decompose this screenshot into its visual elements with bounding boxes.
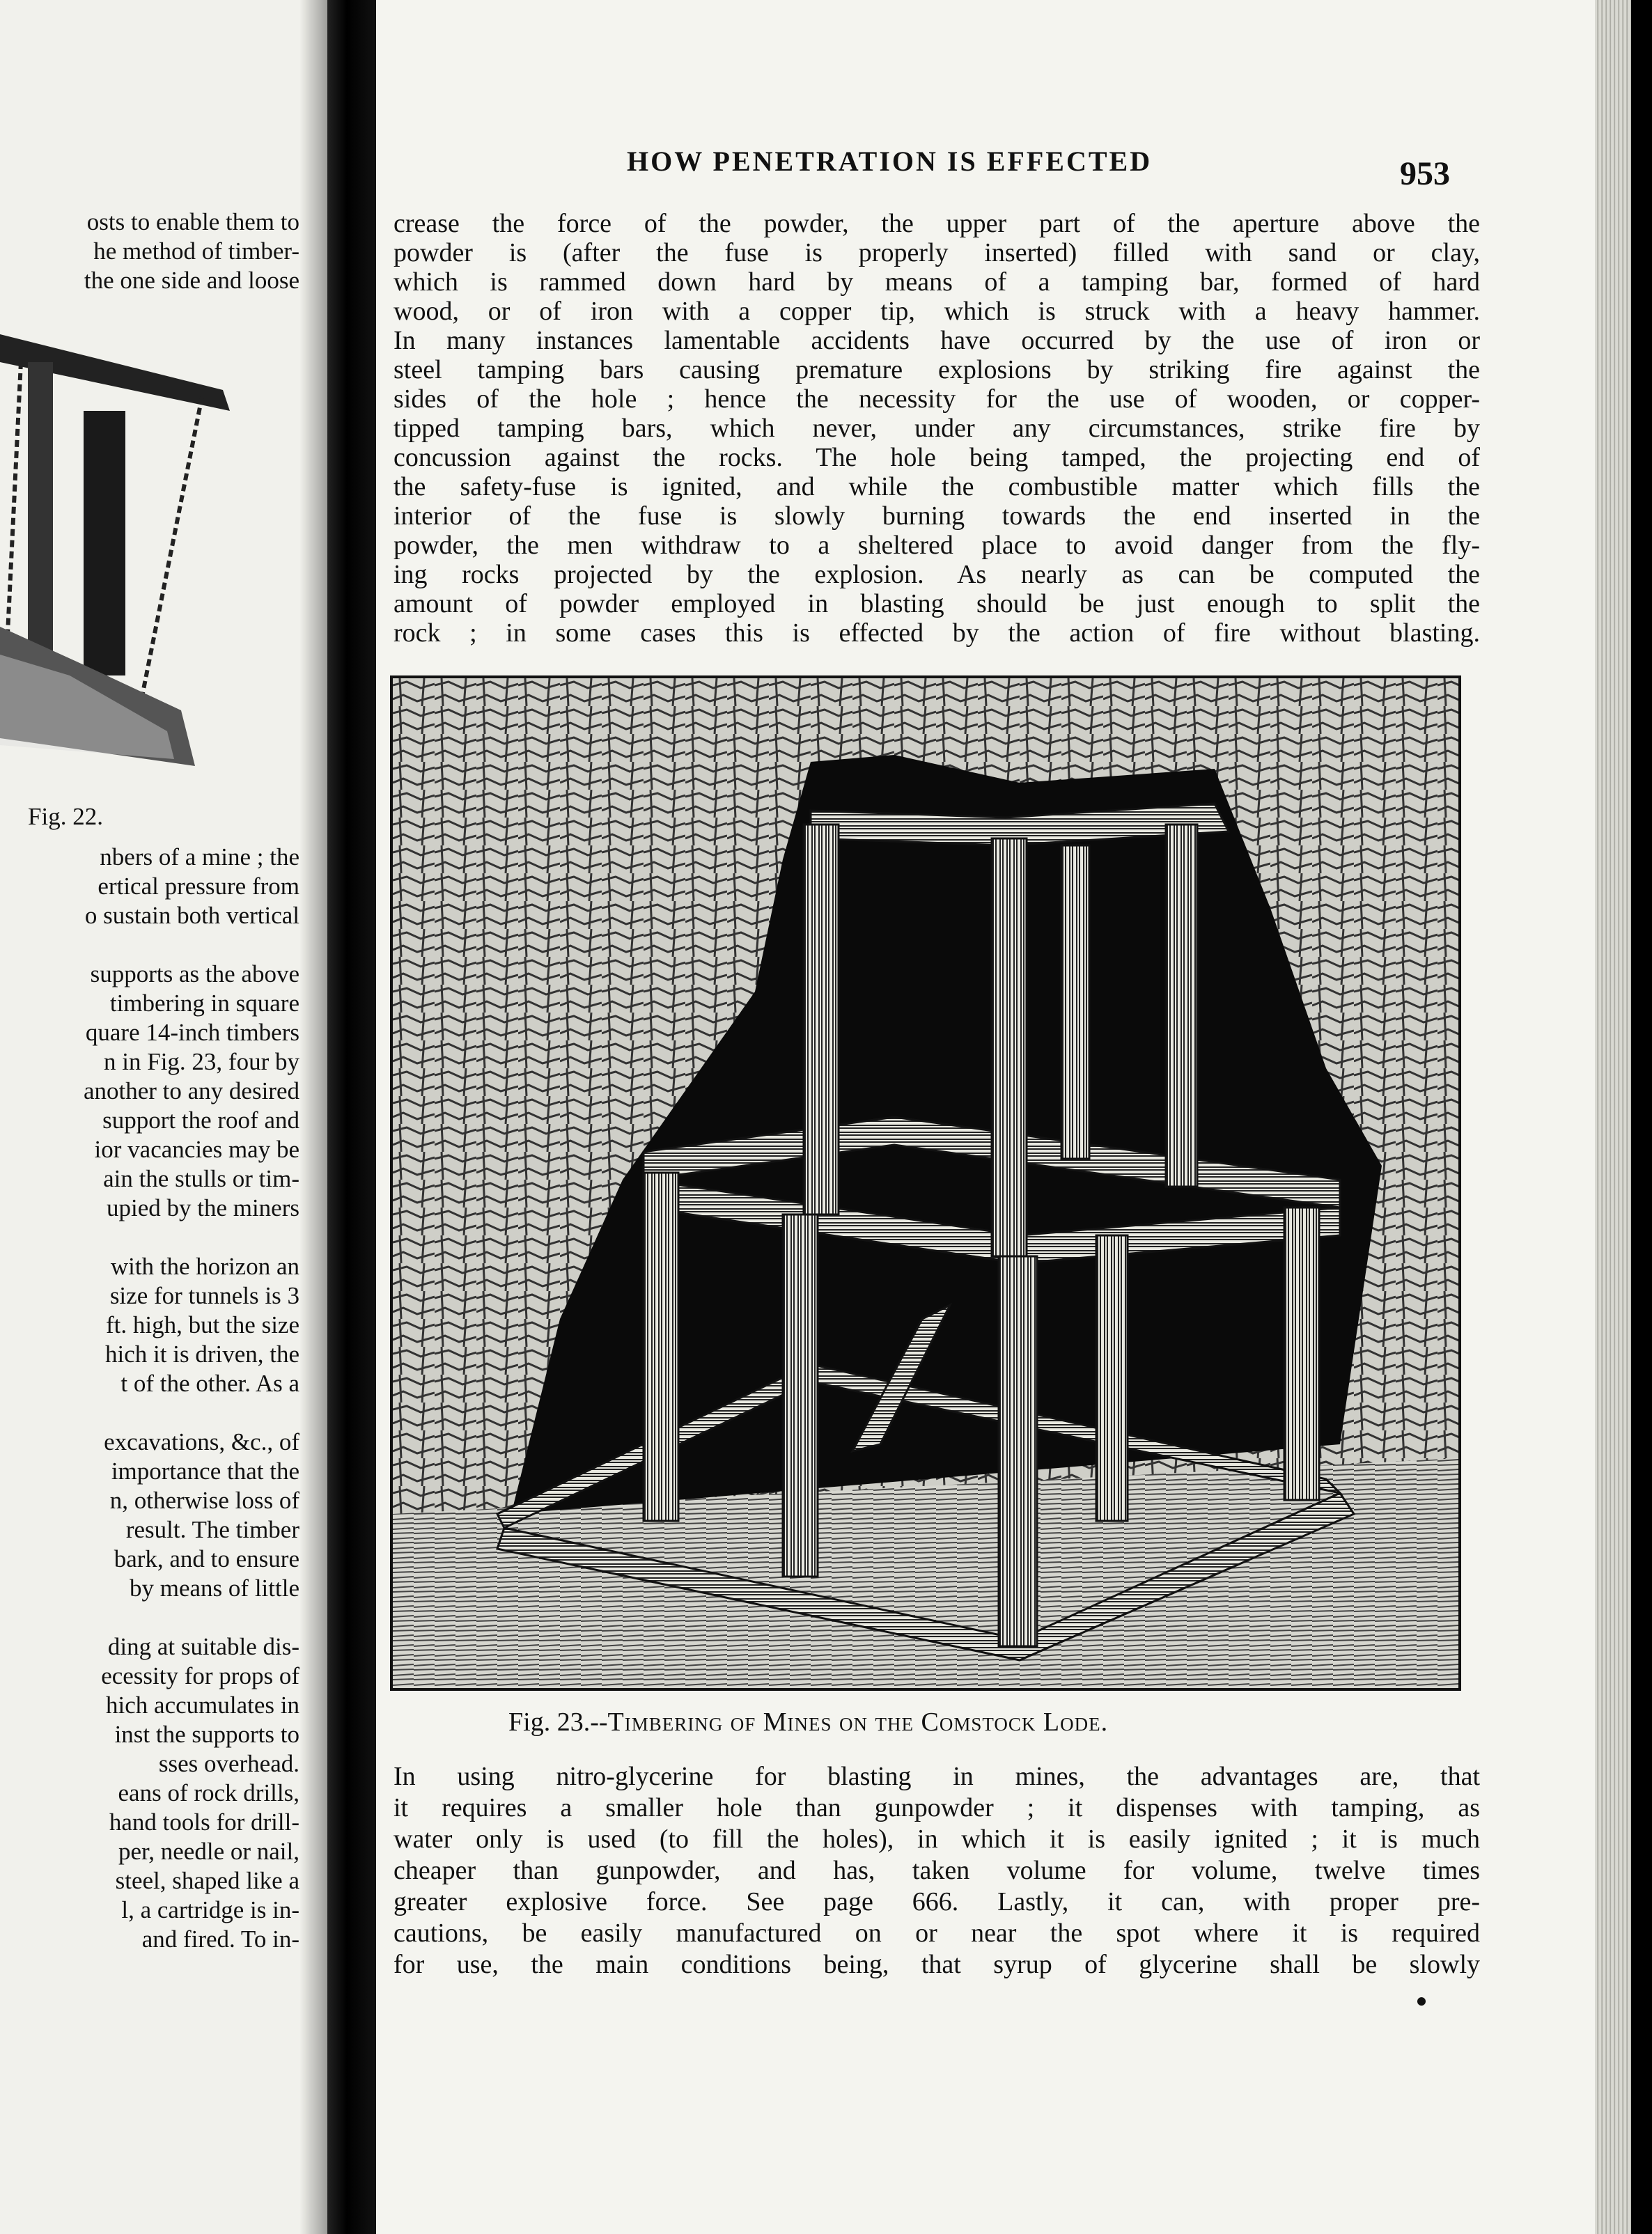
left-text-line: ain the stulls or tim- <box>103 1165 299 1192</box>
body-text-line: In many instances lamentable accidents have occurred by the use of iron or <box>393 326 1480 355</box>
left-text-line: quare 14-inch timbers <box>85 1019 299 1046</box>
left-text-line: bark, and to ensure <box>114 1545 299 1572</box>
body-text-line: powder is (after the fuse is properly inserted) filled with sand or clay, <box>393 238 1480 267</box>
body-text-line: In using nitro-glycerine for blasting in mines, the advantages are, that <box>393 1762 1480 1791</box>
body-text-line: which is rammed down hard by means of a tamping bar, formed of hard <box>393 267 1480 297</box>
mine-timbering-illustration <box>393 678 1458 1688</box>
left-text-line: inst the supports to <box>114 1721 299 1748</box>
figure-caption <box>508 1707 1108 1737</box>
running-head: HOW PENETRATION IS EFFECTED <box>627 146 1153 177</box>
left-text-line: eans of rock drills, <box>118 1779 299 1806</box>
left-text-line: result. The timber <box>125 1516 299 1543</box>
left-figure-caption: Fig. 22. <box>28 803 103 830</box>
left-text-line: excavations, &c., of <box>104 1428 299 1455</box>
left-text-line: n in Fig. 23, four by <box>104 1048 299 1075</box>
left-text-line: ding at suitable dis- <box>107 1633 299 1660</box>
body-text-line: the safety-fuse is ignited, and while the combustible matter which fills the <box>393 472 1480 501</box>
body-text-line: cheaper than gunpowder, and has, taken volume for volume, twelve times <box>393 1856 1480 1885</box>
right-page <box>376 0 1595 2234</box>
figure-caption-prefix: Fig. 23.-- <box>508 1708 608 1737</box>
left-text-line: hich accumulates in <box>106 1692 299 1719</box>
body-text-line: powder, the men withdraw to a sheltered place to avoid danger from the fly- <box>393 531 1480 560</box>
left-text-line: and fired. To in- <box>141 1926 299 1953</box>
left-text-line: steel, shaped like a <box>115 1867 299 1894</box>
left-text-line: osts to enable them to <box>86 208 299 235</box>
body-text-line: amount of powder employed in blasting should be just enough to split the <box>393 589 1480 618</box>
page-number: 953 <box>1400 155 1450 192</box>
page-mark <box>1417 1997 1426 2006</box>
body-text-line: cautions, be easily manufactured on or near the spot where it is required <box>393 1919 1480 1948</box>
left-text-line: support the roof and <box>102 1107 299 1134</box>
page-edges <box>1595 0 1652 2234</box>
left-text-line: hich it is driven, the <box>105 1341 299 1368</box>
left-text-line: another to any desired <box>83 1077 299 1104</box>
body-text-line: concussion against the rocks. The hole being tamped, the projecting end of <box>393 443 1480 472</box>
left-text-line: t of the other. As a <box>120 1370 299 1397</box>
body-text-line: crease the force of the powder, the upper part of the aperture above the <box>393 209 1480 238</box>
left-text-line: ecessity for props of <box>101 1662 299 1689</box>
left-text-line: he method of timber- <box>93 237 299 265</box>
body-text-line: wood, or of iron with a copper tip, which is struck with a heavy hammer. <box>393 297 1480 326</box>
left-text-line: ft. high, but the size <box>105 1311 299 1338</box>
left-text-line: supports as the above <box>90 960 299 987</box>
left-text-line: sses overhead. <box>158 1750 299 1777</box>
figure-23 <box>390 675 1461 1691</box>
left-text-line: per, needle or nail, <box>118 1838 299 1865</box>
book-gutter <box>327 0 376 2234</box>
left-text-line: l, a cartridge is in- <box>121 1896 299 1923</box>
body-text-line: it requires a smaller hole than gunpowder ; it dispenses with tamping, as <box>393 1793 1480 1822</box>
left-text-line: timbering in square <box>109 990 299 1017</box>
left-text-line: ior vacancies may be <box>94 1136 299 1163</box>
body-text-line: steel tamping bars causing premature explosions by striking fire against the <box>393 355 1480 384</box>
left-text-line: importance that the <box>111 1458 299 1485</box>
left-text-line: hand tools for drill- <box>109 1809 299 1836</box>
left-figure-illustration <box>0 320 230 808</box>
body-text-line: rock ; in some cases this is effected by the action of fire without blasting. <box>393 618 1480 648</box>
left-text-line: o sustain both vertical <box>84 902 299 929</box>
body-text-line: ing rocks projected by the explosion. As nearly as can be computed the <box>393 560 1480 589</box>
left-text-line: the one side and loose <box>84 267 299 294</box>
left-page <box>0 0 327 2234</box>
left-text-line: ertical pressure from <box>98 873 299 900</box>
figure-caption-title: Timbering of Mines on the Comstock Lode. <box>607 1708 1109 1737</box>
left-text-line: upied by the miners <box>106 1194 299 1221</box>
left-text-line: size for tunnels is 3 <box>109 1282 299 1309</box>
left-text-line: n, otherwise loss of <box>109 1487 299 1514</box>
left-text-line: nbers of a mine ; the <box>100 843 299 870</box>
body-text-line: tipped tamping bars, which never, under any circumstances, strike fire by <box>393 414 1480 443</box>
body-text-line: interior of the fuse is slowly burning towards the end inserted in the <box>393 501 1480 531</box>
body-text-line: water only is used (to fill the holes), in which it is easily ignited ; it is much <box>393 1825 1480 1854</box>
body-text-line: sides of the hole ; hence the necessity for the use of wooden, or copper- <box>393 384 1480 414</box>
left-text-line: by means of little <box>130 1575 299 1602</box>
left-text-line: with the horizon an <box>110 1253 299 1280</box>
body-text-line: for use, the main conditions being, that syrup of glycerine shall be slowly <box>393 1950 1480 1979</box>
body-text-line: greater explosive force. See page 666. Lastly, it can, with proper pre- <box>393 1887 1480 1916</box>
